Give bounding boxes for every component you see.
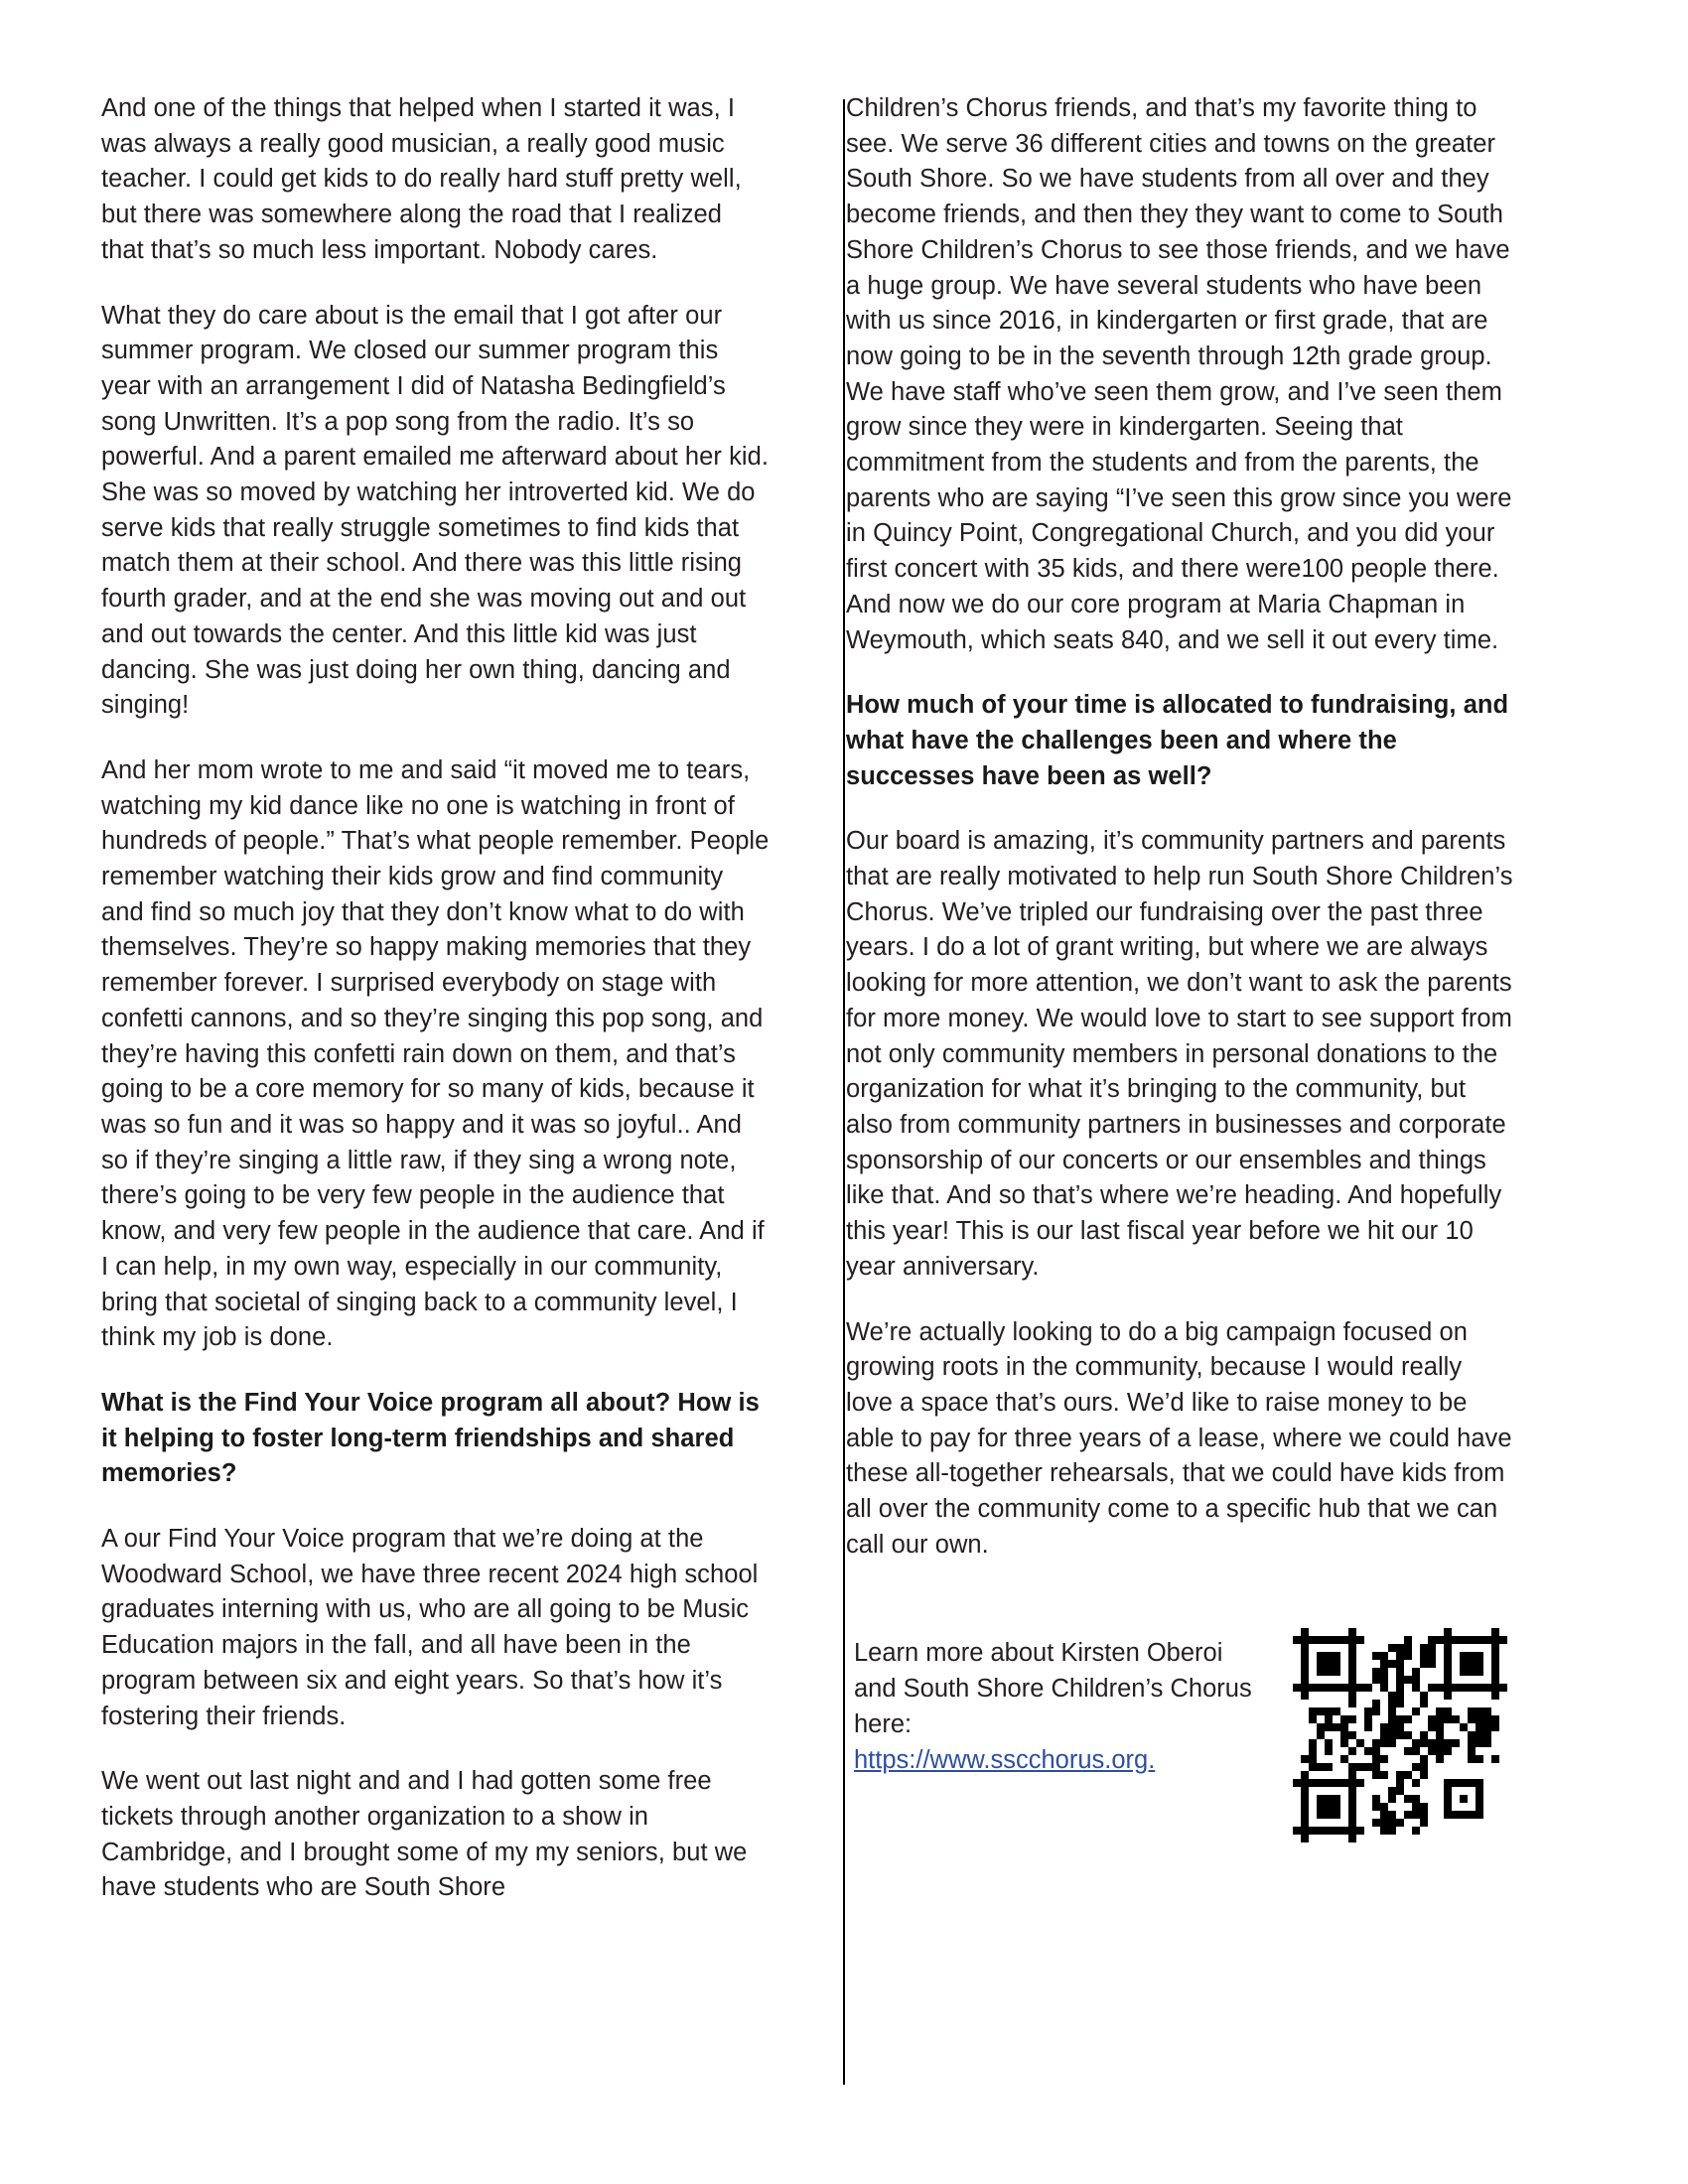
- paragraph: And one of the things that helped when I started it was, I was always a really good musician, a really good music teacher. I could get kids to do really hard stuff pretty well, but there was somewhere along the road that I realized that that’s so much less important. Nobody cares.: [101, 94, 742, 264]
- sscchorus-link[interactable]: https://www.sscchorus.org.: [854, 1745, 1156, 1774]
- paragraph: We went out last night and and I had gotten some free tickets through another organization to a show in Cambridge, and I brought some of my my seniors, but we have students who are South Shore: [101, 1767, 748, 1902]
- learn-more-callout: [846, 1620, 1515, 1850]
- qr-code-icon: [1285, 1620, 1515, 1850]
- right-column: [808, 91, 1515, 1850]
- paragraph: We’re actually looking to do a big campaign focused on growing roots in the community, because I would really love a space that’s ours. We’d like to raise money to be able to pay for three years of a lease, where we could have these all-together rehearsals, that we could have kids from all over the community come to a specific hub that we can call our own.: [846, 1317, 1512, 1559]
- qr-code[interactable]: [1285, 1620, 1515, 1850]
- left-column: [101, 91, 808, 1936]
- interview-question-heading: What is the Find Your Voice program all about? How is it helping to foster long-term friendships and shared memories?: [101, 1388, 760, 1488]
- paragraph: And her mom wrote to me and said “it moved me to tears, watching my kid dance like no one is watching in front of hundreds of people.” That’s what people remember. People remember watching their kids grow and find community and find so much joy that they don’t know what to do with themselves. They’re so happy making memories that they remember forever. I surprised everybody on stage with confetti cannons, and so they’re singing this pop song, and they’re having this confetti rain down on them, and that’s going to be a core memory for so many of kids, because it was so fun and it was so happy and it was so joyful.. And so if they’re singing a little raw, if they sing a wrong note, there’s going to be very few people in the audience that know, and very few people in the audience that care. And if I can help, in my own way, especially in our community, bring that societal of singing back to a community level, I think my job is done.: [101, 755, 770, 1352]
- learn-more-lead: Learn more about Kirsten Oberoi and South Shore Children’s Chorus here:: [854, 1639, 1252, 1738]
- paragraph: What they do care about is the email that I got after our summer program. We closed our summer program this year with an arrangement I did of Natasha Bedingfield’s song Unwritten. It’s a pop song from the radio. It’s so powerful. And a parent emailed me afterward about her kid. She was so moved by watching her introverted kid. We do serve kids that really struggle sometimes to find kids that match them at their school. And there was this little rising fourth grader, and at the end she was moving out and out and out towards the center. And this little kid was just dancing. She was just doing her own thing, dancing and singing!: [101, 301, 769, 720]
- paragraph: Children’s Chorus friends, and that’s my favorite thing to see. We serve 36 different cities and towns on the greater South Shore. So we have students from all over and they become friends, and then they they want to come to South Shore Children’s Chorus to see those friends, and we have a huge group. We have several students who have been with us since 2016, in kindergarten or first grade, that are now going to be in the seventh through 12th grade group. We have staff who’ve seen them grow, and I’ve seen them grow since they were in kindergarten. Seeing that commitment from the students and from the parents, the parents who are saying “I’ve seen this grow since you were in Quincy Point, Congregational Church, and you did your first concert with 35 kids, and there were100 people there. And now we do our core program at Maria Chapman in Weymouth, which seats 840, and we sell it out every time.: [846, 94, 1512, 654]
- paragraph: Our board is amazing, it’s community partners and parents that are really motivated to help run South Shore Children’s Chorus. We’ve tripled our fundraising over the past three years. I do a lot of grant writing, but where we are always looking for more attention, we don’t want to ask the parents for more money. We would love to start to see support from not only community members in personal donations to the organization for what it’s bringing to the community, but also from community partners in businesses and corporate sponsorship of our concerts or our ensembles and things like that. And so that’s where we’re heading. And hopefully this year! This is our last fiscal year before we hit our 10 year anniversary.: [846, 827, 1513, 1281]
- learn-more-text: [854, 1620, 1285, 1778]
- paragraph: A our Find Your Voice program that we’re doing at the Woodward School, we have three recent 2024 high school graduates interning with us, who are all going to be Music Education majors in the fall, and all have been in the program between six and eight years. So that’s how it’s fostering their friends.: [101, 1525, 759, 1730]
- two-column-layout: [101, 91, 1591, 2097]
- interview-question-heading: How much of your time is allocated to fundraising, and what have the challenges been and where the successes have been as well?: [846, 691, 1509, 790]
